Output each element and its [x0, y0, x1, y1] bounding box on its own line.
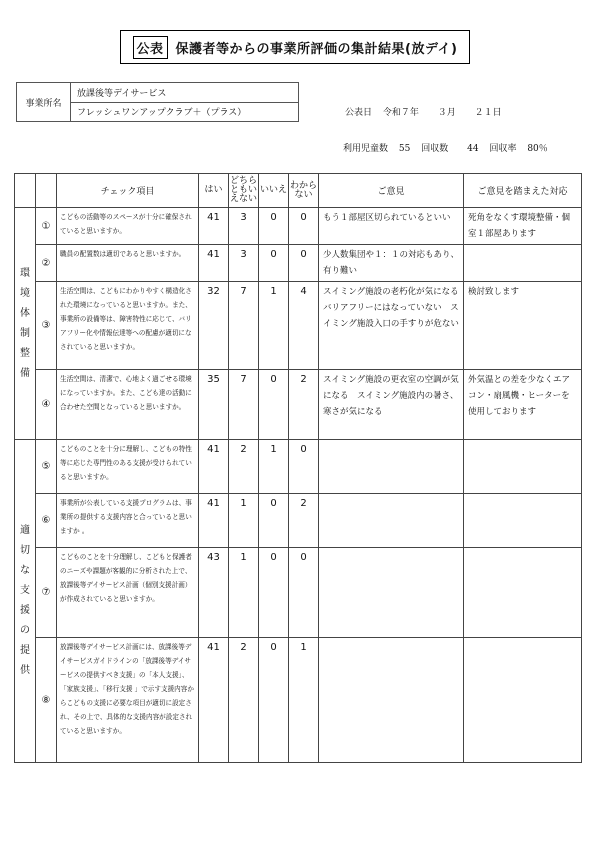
row-number: ③	[36, 282, 57, 370]
count-no: 0	[259, 208, 289, 245]
response-text: 外気温との差を少なくエアコン・扇風機・ヒーターを使用しております	[464, 370, 582, 440]
question-text: こどもの活動等のスペースが十分に確保されていると思いますか。	[57, 208, 199, 245]
question-text: こどものことを十分理解し、こどもと保護者のニーズや課題が客観的に分析された上で、放課後等デイサービス計画（個別支援計画）が作成されていると思いますか。	[57, 548, 199, 638]
table-row	[15, 282, 582, 370]
count-yes: 41	[199, 208, 229, 245]
header-response: ご意見を踏まえた対応	[464, 174, 582, 208]
count-no: 0	[259, 494, 289, 548]
count-unknown: 2	[289, 370, 319, 440]
opinion-text	[319, 638, 464, 763]
category-char: の	[20, 625, 30, 636]
response-text	[464, 494, 582, 548]
publish-month: ３月	[437, 108, 456, 118]
question-text: こどものことを十分に理解し、こどもの特性等に応じた専門性のある支援が受けられていると思いますか。	[57, 440, 199, 494]
table-row	[15, 370, 582, 440]
category-environment	[15, 208, 36, 440]
category-char: な	[20, 565, 30, 576]
count-yes: 41	[199, 440, 229, 494]
category-char: 切	[20, 545, 30, 556]
office-name-line1: 放課後等デイサービス	[77, 89, 167, 99]
header-unknown: わからない	[289, 174, 319, 208]
collected-count: 44	[467, 144, 479, 154]
title-text: 保護者等からの事業所評価の集計結果(放デイ)	[175, 41, 458, 57]
office-name-box	[16, 82, 299, 122]
table-row	[15, 208, 582, 245]
count-neutral: 3	[229, 245, 259, 282]
response-text	[464, 440, 582, 494]
document-title	[120, 30, 470, 64]
row-number: ①	[36, 208, 57, 245]
publish-label: 公表日	[345, 108, 373, 118]
question-text: 生活空間は、こどもにわかりやすく構造化された環境になっていると思いますか。また、事業所の設備等は、障害特性に応じて、バリアフリー化や情報伝達等への配慮が適切になされていると思いますか。	[57, 282, 199, 370]
row-number: ⑧	[36, 638, 57, 763]
count-no: 0	[259, 638, 289, 763]
category-char: 環	[20, 267, 30, 279]
category-char: 提	[20, 645, 30, 656]
count-yes: 41	[199, 638, 229, 763]
users-count: 55	[398, 144, 411, 154]
publish-era: 令和７年	[382, 108, 419, 118]
office-label: 事業所名	[17, 83, 71, 121]
count-unknown: 1	[289, 638, 319, 763]
category-char: 適	[20, 525, 30, 536]
category-char: 整	[20, 347, 30, 359]
opinion-text: スイミング施設の更衣室の空調が気になる スイミング施設内の暑さ、寒さが気になる	[319, 370, 464, 440]
header-opinion: ご意見	[319, 174, 464, 208]
question-text: 放課後等デイサービス計画には、放課後等デイサービスガイドラインの「放課後等デイサービスの提供すべき支援」の「本人支援」、「家族支援」、「移行支援 」で示す支援内容からこどもの支援に必要な項目が適切に設定され、その上で、具体的な支援内容が設定されていると思いますか。	[57, 638, 199, 763]
table-row	[15, 440, 582, 494]
count-unknown: 0	[289, 208, 319, 245]
row-number: ②	[36, 245, 57, 282]
row-number: ⑦	[36, 548, 57, 638]
publish-day: ２１日	[474, 108, 502, 118]
row-number: ⑤	[36, 440, 57, 494]
opinion-text: もう１部屋区切られているといい	[319, 208, 464, 245]
count-yes: 35	[199, 370, 229, 440]
category-char: 制	[20, 327, 30, 339]
header-blank-2	[36, 174, 57, 208]
category-char: 体	[20, 307, 30, 319]
count-no: 0	[259, 370, 289, 440]
count-unknown: 0	[289, 440, 319, 494]
count-neutral: 1	[229, 494, 259, 548]
header-yes: はい	[199, 174, 229, 208]
opinion-text	[319, 548, 464, 638]
collected-label: 回収数	[421, 144, 449, 154]
response-text	[464, 638, 582, 763]
header-blank-1	[15, 174, 36, 208]
header-item: チェック項目	[57, 174, 199, 208]
count-no: 1	[259, 440, 289, 494]
category-char: 供	[20, 665, 30, 676]
table-row	[15, 494, 582, 548]
count-neutral: 7	[229, 370, 259, 440]
count-no: 0	[259, 245, 289, 282]
count-neutral: 3	[229, 208, 259, 245]
evaluation-table	[14, 173, 582, 763]
opinion-text	[319, 494, 464, 548]
count-unknown: 4	[289, 282, 319, 370]
public-tag: 公表	[133, 36, 168, 59]
rate-label: 回収率	[489, 144, 517, 154]
count-unknown: 2	[289, 494, 319, 548]
row-number: ④	[36, 370, 57, 440]
count-neutral: 1	[229, 548, 259, 638]
category-char: 援	[20, 605, 30, 616]
opinion-text	[319, 440, 464, 494]
header-no: いいえ	[259, 174, 289, 208]
row-number: ⑥	[36, 494, 57, 548]
response-text	[464, 245, 582, 282]
users-label: 利用児童数	[343, 144, 389, 154]
count-yes: 41	[199, 494, 229, 548]
category-support	[15, 440, 36, 763]
count-yes: 41	[199, 245, 229, 282]
count-unknown: 0	[289, 548, 319, 638]
office-name-line2: フレッシュワンアップクラブ＋（プラス）	[77, 108, 247, 118]
office-divider	[70, 102, 298, 103]
response-text: 死角をなくす環境整備・個室１部屋あります	[464, 208, 582, 245]
question-text: 生活空間は、清潔で、心地よく過ごせる環境になっていますか。また、こども達の活動に合わせた空間となっていると思いますか。	[57, 370, 199, 440]
question-text: 職員の配置数は適切であると思いますか。	[57, 245, 199, 282]
count-unknown: 0	[289, 245, 319, 282]
stats-line	[343, 141, 548, 154]
response-text	[464, 548, 582, 638]
opinion-text: スイミング施設の老朽化が気になる バリアフリーにはなっていない スイミング施設入口の手すりが危ない	[319, 282, 464, 370]
publish-date	[345, 105, 502, 118]
header-neutral: どちらともいえない	[229, 174, 259, 208]
category-char: 支	[20, 585, 30, 596]
category-char: 備	[20, 367, 30, 379]
count-yes: 43	[199, 548, 229, 638]
count-neutral: 2	[229, 638, 259, 763]
response-text: 検討致します	[464, 282, 582, 370]
count-neutral: 2	[229, 440, 259, 494]
count-yes: 32	[199, 282, 229, 370]
count-neutral: 7	[229, 282, 259, 370]
count-no: 0	[259, 548, 289, 638]
header-row	[15, 174, 582, 208]
table-row	[15, 245, 582, 282]
table-row	[15, 548, 582, 638]
category-char: 境	[20, 287, 30, 299]
count-no: 1	[259, 282, 289, 370]
question-text: 事業所が公表している支援プログラムは、事業所の提供する支援内容と合っていると思いますか 。	[57, 494, 199, 548]
table-row	[15, 638, 582, 763]
opinion-text: 少人数集団や１：１の対応もあり、有り難い	[319, 245, 464, 282]
rate-value: 80％	[527, 144, 548, 154]
